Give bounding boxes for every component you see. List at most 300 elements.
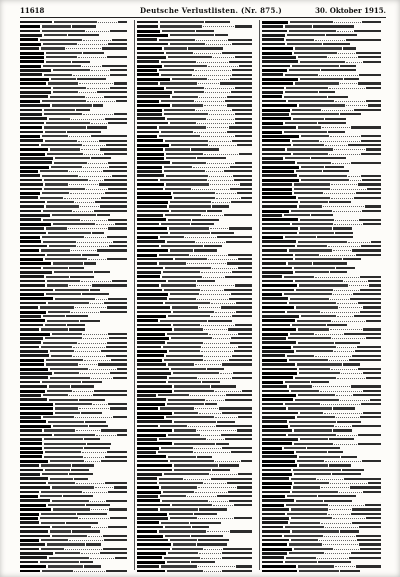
entry-name bbox=[137, 565, 159, 568]
entry-name bbox=[20, 109, 42, 112]
entry-details bbox=[165, 302, 210, 304]
entry-details bbox=[41, 249, 70, 251]
entry-details bbox=[285, 91, 318, 93]
entry-name bbox=[20, 139, 43, 142]
entry-name bbox=[262, 201, 298, 204]
entry-name bbox=[137, 65, 162, 68]
entry-details bbox=[290, 522, 320, 524]
entry-status bbox=[232, 140, 252, 142]
entry-name bbox=[20, 65, 41, 68]
entry-status bbox=[100, 148, 127, 150]
entry-name bbox=[20, 455, 42, 458]
issue-date: 30. Oktober 1915. bbox=[315, 6, 386, 15]
entry-details bbox=[42, 236, 84, 238]
entry-status bbox=[363, 306, 381, 308]
entry-status bbox=[108, 298, 127, 300]
entry-details bbox=[48, 232, 91, 234]
entry-name bbox=[137, 47, 162, 50]
entry-status bbox=[326, 34, 357, 36]
entry-status bbox=[211, 232, 234, 234]
entry-details bbox=[294, 267, 335, 269]
entry-details bbox=[291, 210, 332, 212]
entry-status bbox=[105, 118, 127, 120]
entry-status bbox=[341, 456, 357, 458]
entry-name bbox=[20, 34, 42, 37]
entry-details bbox=[52, 526, 91, 528]
entry-status bbox=[113, 241, 127, 243]
entry-details bbox=[297, 162, 331, 164]
entry-status bbox=[104, 539, 127, 541]
entry-details bbox=[299, 464, 328, 466]
entry-details bbox=[44, 188, 85, 190]
entry-details bbox=[168, 456, 196, 458]
entry-name bbox=[137, 78, 170, 81]
entry-details bbox=[292, 530, 339, 532]
entry-status bbox=[225, 100, 252, 102]
entry-details bbox=[294, 429, 332, 431]
entry-details bbox=[172, 548, 203, 550]
entry-details bbox=[287, 495, 317, 497]
entry-details bbox=[168, 552, 198, 554]
entry-name bbox=[20, 21, 52, 24]
entry-name bbox=[137, 398, 166, 401]
entry-details bbox=[159, 530, 206, 532]
entry-details bbox=[287, 43, 322, 45]
entry-status bbox=[110, 517, 127, 519]
entry-name bbox=[137, 337, 169, 340]
entry-details bbox=[161, 284, 196, 286]
entry-status bbox=[350, 298, 381, 300]
entry-status bbox=[110, 87, 127, 89]
entry-details bbox=[44, 179, 88, 181]
entry-status bbox=[229, 500, 252, 502]
entry-name bbox=[20, 30, 40, 33]
entry-details bbox=[290, 333, 314, 335]
entry-name bbox=[137, 289, 162, 292]
entry-status bbox=[235, 122, 252, 124]
entry-status bbox=[231, 201, 252, 203]
entry-details bbox=[45, 469, 70, 471]
entry-name bbox=[262, 293, 282, 296]
entry-details bbox=[45, 131, 66, 133]
entry-details bbox=[159, 254, 189, 256]
entry-name bbox=[262, 25, 283, 28]
entry-status bbox=[199, 508, 227, 510]
entry-name bbox=[262, 153, 291, 156]
entry-status bbox=[211, 385, 236, 387]
entry-details bbox=[43, 219, 80, 221]
entry-details bbox=[41, 328, 68, 330]
entry-status bbox=[110, 372, 127, 374]
entry-details bbox=[300, 78, 343, 80]
entry-name bbox=[137, 214, 163, 217]
entry-name bbox=[137, 126, 157, 129]
entry-status bbox=[232, 69, 252, 71]
entry-status bbox=[366, 87, 381, 89]
entry-status bbox=[232, 109, 252, 111]
entry-status bbox=[230, 530, 252, 532]
entry-details bbox=[168, 56, 212, 58]
entry-name bbox=[20, 420, 46, 423]
entry-name bbox=[262, 100, 286, 103]
entry-status bbox=[358, 434, 381, 436]
entry-status bbox=[236, 565, 252, 567]
entry-name bbox=[137, 460, 168, 463]
entry-details bbox=[286, 87, 328, 89]
entry-details bbox=[51, 355, 72, 357]
entry-status bbox=[366, 337, 381, 339]
entry-details bbox=[170, 249, 193, 251]
entry-name bbox=[137, 455, 166, 458]
entry-details bbox=[159, 478, 183, 480]
entry-status bbox=[114, 82, 127, 84]
entry-details bbox=[160, 425, 187, 427]
entry-name bbox=[262, 122, 283, 125]
entry-status bbox=[104, 179, 127, 181]
entry-status bbox=[191, 148, 219, 150]
entry-name bbox=[137, 319, 158, 322]
entry-status bbox=[352, 522, 381, 524]
entry-details bbox=[293, 144, 324, 146]
entry-name bbox=[137, 38, 157, 41]
entry-details bbox=[55, 157, 90, 159]
entry-details bbox=[44, 113, 82, 115]
entry-status bbox=[354, 315, 381, 317]
entry-name bbox=[20, 153, 45, 156]
entry-name bbox=[262, 319, 295, 322]
entry-name bbox=[262, 460, 295, 463]
entry-details bbox=[51, 78, 76, 80]
entry-name bbox=[137, 91, 172, 94]
entry-details bbox=[44, 126, 86, 128]
entry-status bbox=[313, 25, 354, 27]
entry-name bbox=[137, 561, 165, 564]
entry-name bbox=[20, 530, 48, 533]
entry-status bbox=[117, 368, 127, 370]
entry-details bbox=[300, 412, 323, 414]
entry-details bbox=[292, 491, 338, 493]
entry-details bbox=[43, 210, 72, 212]
entry-name bbox=[137, 131, 159, 134]
entry-status bbox=[89, 425, 108, 427]
entry-details bbox=[44, 109, 75, 111]
entry-name bbox=[137, 69, 157, 72]
entry-name bbox=[262, 254, 293, 257]
entry-name bbox=[262, 275, 282, 278]
entry-status bbox=[351, 552, 381, 554]
entry-details bbox=[292, 65, 339, 67]
entry-details bbox=[169, 377, 197, 379]
entry-details bbox=[47, 390, 72, 392]
entry-details bbox=[47, 254, 81, 256]
entry-name bbox=[137, 139, 163, 142]
entry-status bbox=[69, 267, 84, 269]
entry-details bbox=[160, 82, 197, 84]
entry-details bbox=[40, 306, 74, 308]
entry-status bbox=[66, 522, 98, 524]
entry-details bbox=[53, 87, 86, 89]
entry-status bbox=[366, 377, 381, 379]
entry-details bbox=[288, 337, 331, 339]
entry-name bbox=[20, 486, 50, 489]
entry-status bbox=[344, 478, 381, 480]
entry-status bbox=[358, 183, 381, 185]
entry-status bbox=[100, 205, 127, 207]
entry-status bbox=[360, 416, 381, 418]
entry-name bbox=[137, 254, 157, 257]
entry-name bbox=[20, 460, 48, 463]
entry-name bbox=[20, 495, 38, 498]
entry-name bbox=[262, 491, 290, 494]
entry-name bbox=[262, 403, 283, 406]
entry-status bbox=[216, 443, 229, 445]
entry-details bbox=[295, 254, 319, 256]
entry-status bbox=[340, 530, 359, 532]
entry-status bbox=[238, 333, 252, 335]
entry-details bbox=[167, 333, 208, 335]
entry-status bbox=[352, 508, 381, 510]
entry-name bbox=[262, 398, 293, 401]
entry-name bbox=[137, 113, 162, 116]
entry-status bbox=[219, 407, 252, 409]
entry-status bbox=[112, 39, 127, 41]
entry-details bbox=[294, 473, 331, 475]
entry-status bbox=[340, 570, 360, 572]
entry-name bbox=[20, 398, 47, 401]
entry-details bbox=[47, 280, 80, 282]
entry-status bbox=[346, 39, 381, 41]
entry-details bbox=[300, 219, 334, 221]
entry-name bbox=[20, 543, 45, 546]
entry-status bbox=[212, 469, 230, 471]
entry-details bbox=[301, 179, 349, 181]
entry-details bbox=[291, 390, 319, 392]
entry-status bbox=[358, 82, 381, 84]
entry-details bbox=[53, 508, 90, 510]
entry-details bbox=[284, 535, 323, 537]
entry-status bbox=[222, 363, 252, 365]
entry-details bbox=[50, 148, 80, 150]
entry-details bbox=[42, 381, 81, 383]
entry-status bbox=[237, 486, 252, 488]
entry-name bbox=[20, 552, 53, 555]
entry-details bbox=[167, 561, 190, 563]
entry-name bbox=[20, 223, 51, 226]
entry-name bbox=[20, 249, 39, 252]
entry-details bbox=[288, 407, 332, 409]
entry-status bbox=[208, 320, 232, 322]
entry-status bbox=[361, 140, 381, 142]
entry-name bbox=[20, 416, 41, 419]
entry-status bbox=[106, 355, 127, 357]
entry-name bbox=[262, 117, 291, 120]
entry-status bbox=[230, 78, 252, 80]
entry-name bbox=[262, 513, 285, 516]
entry-name bbox=[137, 570, 165, 572]
entry-status bbox=[362, 179, 381, 181]
entry-details bbox=[44, 456, 83, 458]
entry-status bbox=[351, 126, 381, 128]
entry-details bbox=[161, 522, 189, 524]
entry-status bbox=[103, 548, 127, 550]
entry-status bbox=[349, 359, 381, 361]
entry-status bbox=[328, 131, 345, 133]
entry-status bbox=[327, 324, 347, 326]
entry-status bbox=[225, 276, 252, 278]
entry-status bbox=[105, 192, 127, 194]
entry-status bbox=[323, 43, 350, 45]
entry-status bbox=[340, 113, 361, 115]
entry-details bbox=[164, 473, 209, 475]
entry-status bbox=[194, 249, 217, 251]
entry-status bbox=[363, 491, 381, 493]
entry-name bbox=[262, 65, 290, 68]
entry-status bbox=[191, 223, 214, 225]
entry-name bbox=[137, 183, 164, 186]
entry-details bbox=[285, 157, 310, 159]
entry-name bbox=[137, 359, 162, 362]
entry-name bbox=[137, 539, 168, 542]
entry-name bbox=[137, 122, 168, 125]
entry-status bbox=[226, 241, 252, 243]
entry-details bbox=[172, 104, 203, 106]
entry-name bbox=[137, 315, 166, 318]
entry-details bbox=[285, 74, 318, 76]
entry-name bbox=[20, 521, 39, 524]
entry-details bbox=[294, 52, 337, 54]
entry-name bbox=[20, 447, 42, 450]
entry-status bbox=[87, 126, 107, 128]
entry-name bbox=[137, 420, 172, 423]
entry-details bbox=[50, 460, 84, 462]
entry-details bbox=[174, 421, 216, 423]
entry-details bbox=[289, 385, 312, 387]
entry-name bbox=[137, 34, 168, 37]
entry-status bbox=[348, 144, 381, 146]
entry-details bbox=[171, 337, 212, 339]
entry-name bbox=[20, 232, 46, 235]
entry-status bbox=[352, 249, 381, 251]
entry-details bbox=[46, 122, 90, 124]
entry-name bbox=[262, 420, 287, 423]
entry-name bbox=[262, 385, 287, 388]
entry-details bbox=[289, 359, 328, 361]
entry-status bbox=[110, 69, 127, 71]
entry-details bbox=[50, 368, 88, 370]
entry-name bbox=[20, 346, 39, 349]
entry-details bbox=[298, 394, 335, 396]
entry-status bbox=[325, 118, 346, 120]
entry-status bbox=[108, 162, 127, 164]
entry-name bbox=[137, 306, 170, 309]
entry-status bbox=[235, 25, 252, 27]
entry-name bbox=[137, 486, 159, 489]
entry-details bbox=[291, 113, 339, 115]
entry-name bbox=[262, 205, 297, 208]
entry-status bbox=[74, 478, 88, 480]
entry-name bbox=[20, 201, 45, 204]
entry-details bbox=[168, 381, 201, 383]
entry-name bbox=[20, 504, 46, 507]
entry-details bbox=[160, 25, 202, 27]
entry-name bbox=[262, 60, 298, 63]
entry-status bbox=[207, 210, 222, 212]
entry-status bbox=[108, 188, 127, 190]
entry-status bbox=[106, 500, 127, 502]
entry-status bbox=[359, 74, 381, 76]
entry-name bbox=[20, 25, 40, 28]
entry-name bbox=[262, 21, 288, 24]
entry-status bbox=[107, 306, 127, 308]
entry-name bbox=[137, 144, 169, 147]
entry-details bbox=[45, 337, 82, 339]
entry-status bbox=[107, 258, 127, 260]
entry-details bbox=[43, 416, 74, 418]
entry-status bbox=[363, 61, 381, 63]
entry-status bbox=[82, 381, 102, 383]
entry-status bbox=[229, 61, 252, 63]
text-column-1 bbox=[20, 20, 132, 572]
entry-details bbox=[48, 565, 83, 567]
entry-details bbox=[284, 131, 327, 133]
entry-status bbox=[205, 21, 230, 23]
entry-details bbox=[285, 25, 312, 27]
entry-details bbox=[166, 175, 208, 177]
entry-status bbox=[238, 267, 252, 269]
entry-status bbox=[363, 390, 381, 392]
entry-status bbox=[361, 403, 381, 405]
entry-name bbox=[137, 556, 162, 559]
entry-details bbox=[164, 170, 205, 172]
entry-status bbox=[82, 293, 109, 295]
entry-name bbox=[137, 135, 157, 138]
entry-details bbox=[166, 153, 203, 155]
entry-name bbox=[262, 346, 291, 349]
entry-name bbox=[20, 275, 44, 278]
entry-status bbox=[217, 236, 252, 238]
entry-name bbox=[137, 236, 158, 239]
entry-name bbox=[20, 451, 43, 454]
entry-name bbox=[262, 271, 293, 274]
entry-details bbox=[55, 298, 95, 300]
entry-name bbox=[137, 381, 166, 384]
entry-details bbox=[168, 315, 210, 317]
entry-details bbox=[165, 267, 211, 269]
entry-status bbox=[94, 210, 127, 212]
entry-details bbox=[52, 333, 82, 335]
entry-status bbox=[232, 377, 252, 379]
entry-name bbox=[20, 473, 40, 476]
entry-name bbox=[20, 293, 44, 296]
entry-status bbox=[342, 469, 364, 471]
entry-name bbox=[137, 245, 159, 248]
entry-status bbox=[318, 122, 346, 124]
entry-status bbox=[343, 47, 356, 49]
entry-status bbox=[103, 535, 127, 537]
entry-name bbox=[137, 385, 172, 388]
entry-name bbox=[137, 368, 169, 371]
entry-details bbox=[163, 346, 201, 348]
entry-status bbox=[363, 328, 381, 330]
entry-name bbox=[262, 192, 292, 195]
entry-name bbox=[20, 73, 42, 76]
entry-name bbox=[137, 157, 164, 160]
entry-name bbox=[262, 508, 289, 511]
entry-status bbox=[94, 390, 127, 392]
entry-details bbox=[166, 87, 204, 89]
entry-status bbox=[107, 451, 127, 453]
entry-status bbox=[110, 407, 127, 409]
